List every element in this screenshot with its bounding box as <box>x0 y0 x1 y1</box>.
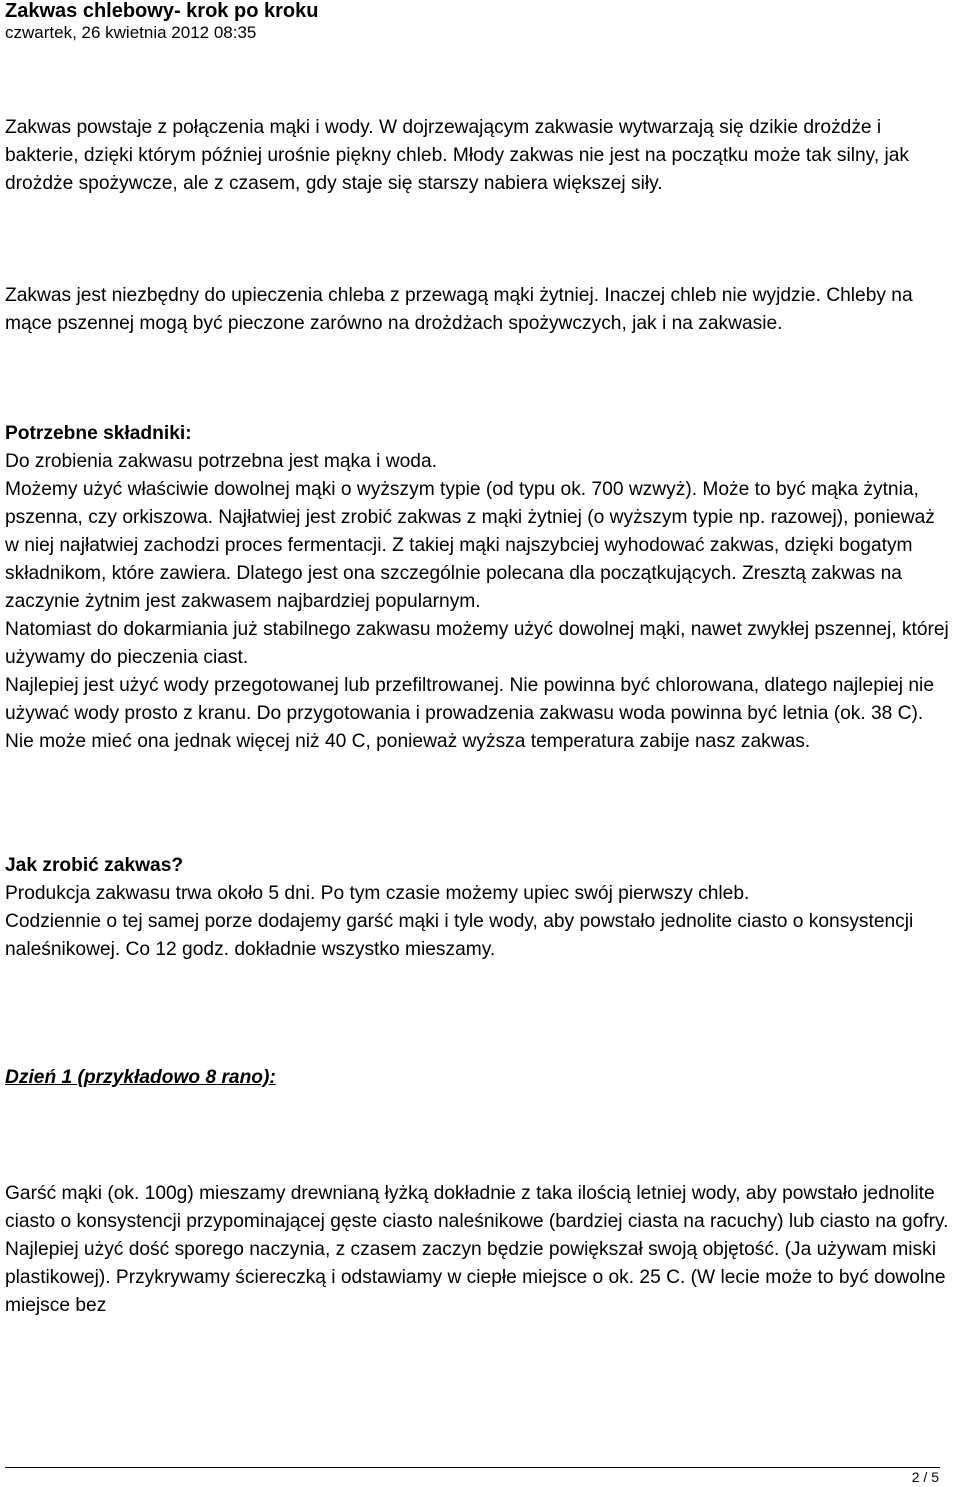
spacer <box>5 756 950 852</box>
document-title: Zakwas chlebowy- krok po kroku <box>5 0 319 22</box>
rye-paragraph: Zakwas jest niezbędny do upieczenia chleba z przewagą mąki żytniej. Inaczej chleb nie wyjdzie. Chleby na mące pszennej mogą być pieczone zarówno na drożdżach spożywczych, jak i na zakwasie. <box>5 285 913 334</box>
ingredients-paragraph: Do zrobienia zakwasu potrzebna jest mąka i woda. <box>5 451 437 472</box>
document-header <box>5 0 955 44</box>
spacer <box>5 338 950 420</box>
article-body <box>5 114 950 1320</box>
duration-paragraph: Produkcja zakwasu trwa około 5 dni. Po tym czasie możemy upiec swój pierwszy chleb. <box>5 883 750 904</box>
publish-date: czwartek, 26 kwietnia 2012 08:35 <box>5 23 257 42</box>
page-number: 2 / 5 <box>911 1469 939 1485</box>
day-one-paragraph: Garść mąki (ok. 100g) mieszamy drewnianą łyżką dokładnie z taka ilością letniej wody, aby powstało jednolite ciasto o konsystencji przypominającej gęste ciasto naleśnikowe (bardziej ciasta na racuchy) lub ciasto na gofry. Najlepiej użyć dość sporego naczynia, z czasem zaczyn będzie powiększał swoją objętość. (Ja używam miski plastikowej). Przykrywamy ściereczką i odstawiamy w ciepłe miejsce o ok. 25 C. (W lecie może to być dowolne miejsce bez <box>5 1183 949 1316</box>
day-one-heading: Dzień 1 (przykładowo 8 rano): <box>5 1067 276 1088</box>
daily-paragraph: Codziennie o tej samej porze dodajemy garść mąki i tyle wody, aby powstało jednolite ciasto o konsystencji naleśnikowej. Co 12 godz. dokładnie wszystko mieszamy. <box>5 911 914 960</box>
flour-paragraph: Możemy użyć właściwie dowolnej mąki o wyższym typie (od typu ok. 700 wzwyż). Może to być mąka żytnia, pszenna, czy orkiszowa. Najłatwiej jest zrobić zakwas z mąki żytniej (o wyższym typie np. razowej), ponieważ w niej najłatwiej zachodzi proces fermentacji. Z takiej mąki najszybciej wyhodować zakwas, dzięki bogatym składnikom, które zawiera. Dlatego jest ona szczególnie polecana dla początkujących. Zresztą zakwas na zaczynie żytnim jest zakwasem najbardziej popularnym. <box>5 479 935 612</box>
spacer <box>5 198 950 282</box>
footer-divider <box>5 1467 940 1468</box>
intro-paragraph: Zakwas powstaje z połączenia mąki i wody. W dojrzewającym zakwasie wytwarzają się dzikie drożdże i bakterie, dzięki którym później urośnie piękny chleb. Młody zakwas nie jest na początku może tak silny, jak drożdże spożywcze, ale z czasem, gdy staje się starszy nabiera większej siły. <box>5 117 910 194</box>
how-to-heading: Jak zrobić zakwas? <box>5 855 184 876</box>
ingredients-heading: Potrzebne składniki: <box>5 423 192 444</box>
feeding-paragraph: Natomiast do dokarmiania już stabilnego zakwasu możemy użyć dowolnej mąki, nawet zwykłej pszennej, której używamy do pieczenia ciast. <box>5 619 949 668</box>
water-paragraph: Najlepiej jest użyć wody przegotowanej lub przefiltrowanej. Nie powinna być chlorowana, dlatego najlepiej nie używać wody prosto z kranu. Do przygotowania i prowadzenia zakwasu woda powinna być letnia (ok. 38 C). Nie może mieć ona jednak więcej niż 40 C, ponieważ wyższa temperatura zabije nasz zakwas. <box>5 675 934 752</box>
spacer <box>5 1092 950 1180</box>
spacer <box>5 964 950 1064</box>
